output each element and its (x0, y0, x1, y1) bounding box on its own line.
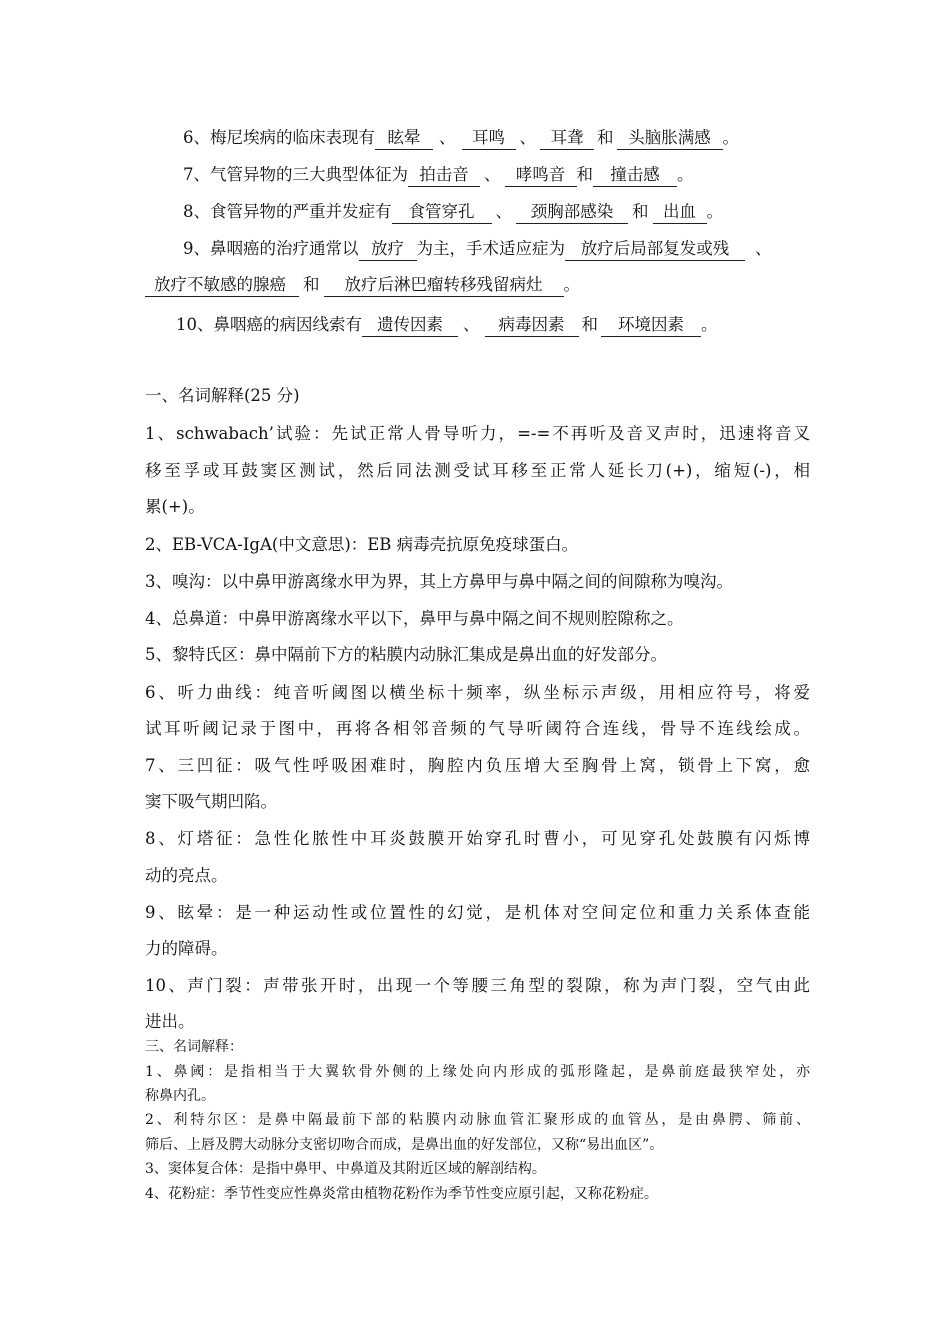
answer-blank: 病毒因素 (485, 314, 579, 337)
answer-blank: 环境因素 (601, 314, 701, 337)
definition-line: 1、鼻阈：是指相当于大翼软骨外侧的上缘处向内形成的弧形隆起，是鼻前庭最狭窄处，亦 (145, 1064, 810, 1080)
definition-line: 称鼻内孔。 (145, 1088, 215, 1104)
definition-line: 移至孚或耳鼓窦区测试，然后同法测受试耳移至正常人延长刀(+)，缩短(-)，相 (145, 461, 810, 480)
answer-blank: 颈胸部感染 (516, 201, 628, 224)
definition-line: 试耳听阈记录于图中，再将各相邻音频的气导听阈符合连线，骨导不连线绘成。 (145, 719, 810, 738)
answer-blank: 撞击感 (593, 164, 677, 187)
definition-line: 4、总鼻道：中鼻甲游离缘水平以下，鼻甲与鼻中隔之间不规则腔隙称之。 (145, 609, 684, 628)
definition-line: 5、黎特氏区：鼻中隔前下方的粘膜内动脉汇集成是鼻出血的好发部分。 (145, 645, 667, 664)
definition-line: 1、schwabach’试验：先试正常人骨导听力，=-=不再听及音叉声时，迅速将音叉 (145, 424, 810, 443)
definition-line: 力的障碍。 (145, 939, 228, 958)
answer-blank: 眩晕 (375, 127, 433, 150)
answer-blank: 放疗后淋巴瘤转移残留病灶 (324, 274, 564, 297)
question-8: 8、食管异物的严重并发症有 食管穿孔 、 颈胸部感染 和 出血 。 (183, 200, 848, 224)
definition-line: 6、听力曲线：纯音听阈图以横坐标十频率，纵坐标示声级，用相应符号，将爱 (145, 683, 810, 702)
question-10: 10、鼻咽癌的病因线索有 遗传因素 、 病毒因素 和 环境因素 。 (176, 313, 841, 337)
section-heading: 三、名词解释： (145, 1039, 243, 1055)
answer-blank: 遗传因素 (362, 314, 458, 337)
definition-line: 8、灯塔征：急性化脓性中耳炎鼓膜开始穿孔时曹小，可见穿孔处鼓膜有闪烁博 (145, 829, 810, 848)
definition-line: 3、嗅沟：以中鼻甲游离缘水甲为界，其上方鼻甲与鼻中隔之间的间隙称为嗅沟。 (145, 572, 733, 591)
definition-line: 10、声门裂：声带张开时，出现一个等腰三角型的裂隙，称为声门裂，空气由此 (145, 976, 810, 995)
definition-line: 9、眩晕：是一种运动性或位置性的幻觉，是机体对空间定位和重力关系体查能 (145, 903, 810, 922)
definition-line: 2、利特尔区：是鼻中隔最前下部的粘膜内动脉血管汇聚形成的血管丛，是由鼻腭、筛前、 (145, 1112, 810, 1128)
answer-blank: 食管穿孔 (392, 201, 492, 224)
definition-line: 窦下吸气期凹陷。 (145, 792, 277, 811)
answer-blank: 哮鸣音 (505, 164, 577, 187)
answer-blank: 放疗 (359, 238, 417, 261)
definition-line: 4、花粉症：季节性变应性鼻炎常由植物花粉作为季节性变应原引起，又称花粉症。 (145, 1186, 658, 1202)
answer-blank: 耳鸣 (462, 127, 516, 150)
answer-blank: 放疗后局部复发或残 (565, 238, 745, 261)
answer-blank: 拍击音 (408, 164, 480, 187)
definition-line: 动的亮点。 (145, 866, 228, 885)
answer-blank: 放疗不敏感的腺癌 (145, 274, 299, 297)
definition-line: 进出。 (145, 1012, 195, 1031)
definition-line: 3、窦体复合体：是指中鼻甲、中鼻道及其附近区域的解剖结构。 (145, 1161, 546, 1177)
answer-blank: 耳聋 (540, 127, 594, 150)
answer-blank: 头脑胀满感 (617, 127, 723, 150)
definition-line: 筛后、上唇及腭大动脉分支密切吻合而成，是鼻出血的好发部位，又称“易出血区”。 (145, 1137, 664, 1153)
question-9-line-2: 放疗不敏感的腺癌 和 放疗后淋巴瘤转移残留病灶 。 (145, 273, 810, 297)
question-6: 6、梅尼埃病的临床表现有 眩晕 、 耳鸣 、 耳聋 和 头脑胀满感 。 (183, 126, 848, 150)
definition-line: 累(+)。 (145, 497, 205, 516)
question-7: 7、气管异物的三大典型体征为 拍击音 、 哮鸣音 和 撞击感 。 (183, 163, 848, 187)
answer-blank: 出血 (653, 201, 707, 224)
definition-line: 7、三凹征：吸气性呼吸困难时，胸腔内负压增大至胸骨上窝，锁骨上下窝，愈 (145, 756, 810, 775)
question-9-line-1: 9、鼻咽癌的治疗通常以 放疗 为主，手术适应症为 放疗后局部复发或残 、 (183, 237, 848, 261)
definition-line: 2、EB-VCA-IgA(中文意思)：EB 病毒壳抗原免疫球蛋白。 (145, 535, 579, 554)
section-heading: 一、名词解释(25 分) (145, 386, 300, 405)
